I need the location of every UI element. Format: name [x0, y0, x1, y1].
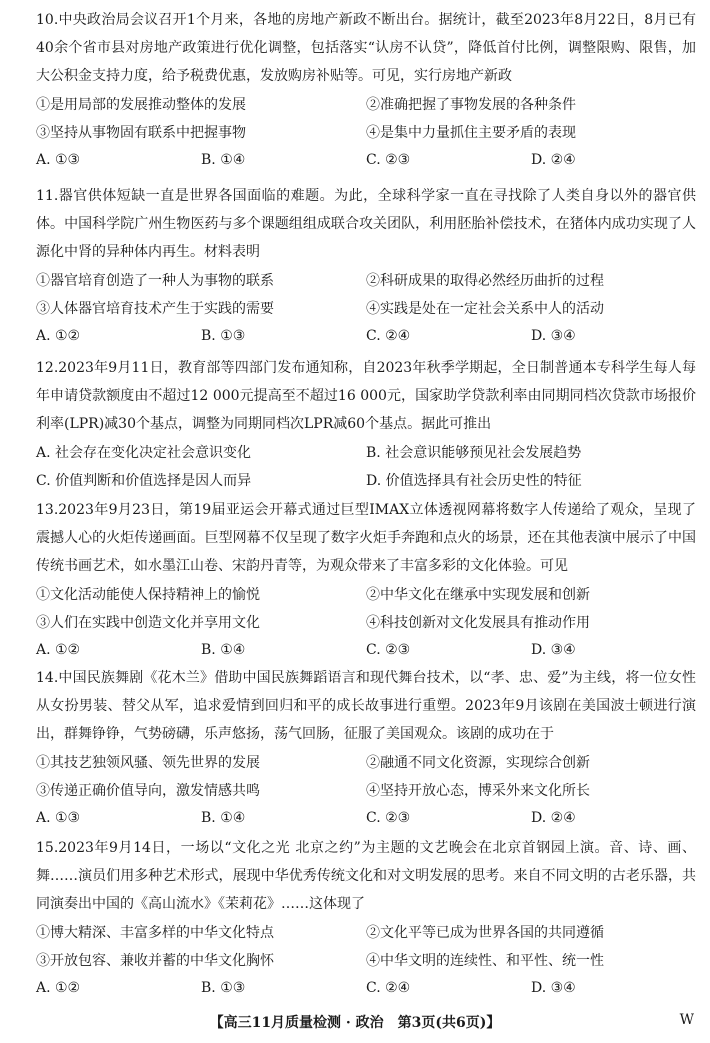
statement: ①器官培育创造了一种人为事物的联系: [36, 273, 274, 289]
choice-b: B. ①④: [201, 642, 246, 658]
choice-row: [36, 804, 696, 832]
choice-b: B. ①③: [201, 980, 246, 996]
question-stem: 13.2023年9月23日，第19届亚运会开幕式通过巨型IMAX立体透视网幕将数字人传递给了观众，呈现了震撼人心的火炬传递画面。巨型网幕不仅呈现了数字火炬手奔跑和点火的场景，还在其他表演中展示了中国传统书画艺术，如水墨江山卷、宋韵丹青等，为观众带来了丰富多彩的文化体验。可见: [36, 502, 696, 574]
statement-row: [36, 438, 696, 466]
statement: ②文化平等已成为世界各国的共同遵循: [366, 925, 604, 941]
statement-row: [36, 580, 696, 608]
choice-d: D. ③④: [531, 980, 576, 996]
question-13: [36, 496, 696, 664]
statement: ①博大精深、丰富多样的中华文化特点: [36, 925, 274, 941]
choice-row: [36, 146, 696, 174]
statement: ③坚持从事物固有联系中把握事物: [36, 125, 246, 141]
statement-row: [36, 748, 696, 776]
option-d: D. 价值选择具有社会历史性的特征: [366, 473, 582, 489]
statement: ②准确把握了事物发展的各种条件: [366, 97, 576, 113]
statement: ③传递正确价值导向，激发情感共鸣: [36, 783, 260, 799]
statement: ④中华文明的连续性、和平性、统一性: [366, 953, 604, 969]
choice-a: A. ①②: [36, 328, 81, 344]
question-11: [36, 182, 696, 350]
statement: ②融通不同文化资源，实现综合创新: [366, 755, 590, 771]
question-stem: 11.器官供体短缺一直是世界各国面临的难题。为此，全球科学家一直在寻找除了人类自身以外的器官供体。中国科学院广州生物医药与多个课题组组成联合攻关团队，利用胚胎补偿技术，在猪体内成功实现了人源化中肾的异种体内再生。材料表明: [36, 188, 696, 260]
option-c: C. 价值判断和价值选择是因人而异: [36, 473, 252, 489]
choice-b: B. ①④: [201, 152, 246, 168]
question-stem: 12.2023年9月11日，教育部等四部门发布通知称，自2023年秋季学期起，全日制普通本专科学生每人每年申请贷款额度由不超过12 000元提高至不超过16 000元，国家助学贷款利率由同期同档次贷款市场报价利率(LPR)减30个基点，调整为同期同档次LPR减60个基点。据此可推出: [36, 360, 696, 432]
statement: ④坚持开放心态，博采外来文化所长: [366, 783, 590, 799]
statement-row: [36, 608, 696, 636]
choice-row: [36, 636, 696, 664]
question-10: [36, 6, 696, 174]
statement-row: [36, 466, 696, 494]
footer-mark: W: [679, 1012, 694, 1028]
choice-c: C. ②④: [366, 328, 411, 344]
question-12: [36, 354, 696, 494]
choice-d: D. ②④: [531, 152, 576, 168]
choice-row: [36, 322, 696, 350]
statement-row: [36, 776, 696, 804]
choice-b: B. ①④: [201, 810, 246, 826]
statement-row: [36, 90, 696, 118]
choice-d: D. ②④: [531, 810, 576, 826]
question-stem: 10.中央政治局会议召开1个月来，各地的房地产新政不断出台。据统计，截至2023年8月22日，8月已有40余个省市县对房地产政策进行优化调整，包括落实“认房不认贷”，降低首付比例，调整限购、限售，加大公积金支持力度，给予税费优惠，发放购房补贴等。可见，实行房地产新政: [36, 12, 696, 84]
question-stem: 15.2023年9月14日，一场以“文化之光 北京之约”为主题的文艺晚会在北京首钢园上演。音、诗、画、舞……演员们用多种艺术形式，展现中华优秀传统文化和对文明发展的思考。来自不同文明的古老乐器，共同演奏出中国的《高山流水》《茉莉花》……这体现了: [36, 840, 696, 912]
choice-c: C. ②④: [366, 980, 411, 996]
question-stem: 14.中国民族舞剧《花木兰》借助中国民族舞蹈语言和现代舞台技术，以“孝、忠、爱”为主线，将一位女性从女扮男装、替父从军，追求爱情到回归和平的成长故事进行重塑。2023年9月该剧在美国波士顿进行演出，群舞铮铮，气势磅礴，乐声悠扬，荡气回肠，征服了美国观众。该剧的成功在于: [36, 670, 696, 742]
choice-b: B. ①③: [201, 328, 246, 344]
choice-c: C. ②③: [366, 810, 411, 826]
choice-d: D. ③④: [531, 642, 576, 658]
choice-c: C. ②③: [366, 642, 411, 658]
statement: ②科研成果的取得必然经历曲折的过程: [366, 273, 604, 289]
statement-row: [36, 946, 696, 974]
choice-a: A. ①②: [36, 980, 81, 996]
choice-a: A. ①③: [36, 810, 81, 826]
statement: ④是集中力量抓住主要矛盾的表现: [366, 125, 576, 141]
statement: ③人们在实践中创造文化并享用文化: [36, 615, 260, 631]
choice-c: C. ②③: [366, 152, 411, 168]
statement: ④科技创新对文化发展具有推动作用: [366, 615, 590, 631]
option-a: A. 社会存在变化决定社会意识变化: [36, 445, 252, 461]
choice-d: D. ③④: [531, 328, 576, 344]
statement-row: [36, 118, 696, 146]
question-15: [36, 834, 696, 1002]
question-14: [36, 664, 696, 832]
statement: ③开放包容、兼收并蓄的中华文化胸怀: [36, 953, 274, 969]
choice-a: A. ①③: [36, 152, 81, 168]
choice-a: A. ①②: [36, 642, 81, 658]
statement: ②中华文化在继承中实现发展和创新: [366, 587, 590, 603]
choice-row: [36, 974, 696, 1002]
statement: ①文化活动能使人保持精神上的愉悦: [36, 587, 260, 603]
statement: ①是用局部的发展推动整体的发展: [36, 97, 246, 113]
statement: ①其技艺独领风骚、领先世界的发展: [36, 755, 260, 771]
option-b: B. 社会意识能够预见社会发展趋势: [366, 445, 582, 461]
statement-row: [36, 918, 696, 946]
statement: ④实践是处在一定社会关系中人的活动: [366, 301, 604, 317]
statement-row: [36, 266, 696, 294]
page-footer: 【高三11月质量检测 · 政治 第3页(共6页)】: [209, 1015, 501, 1031]
statement-row: [36, 294, 696, 322]
statement: ③人体器官培育技术产生于实践的需要: [36, 301, 274, 317]
